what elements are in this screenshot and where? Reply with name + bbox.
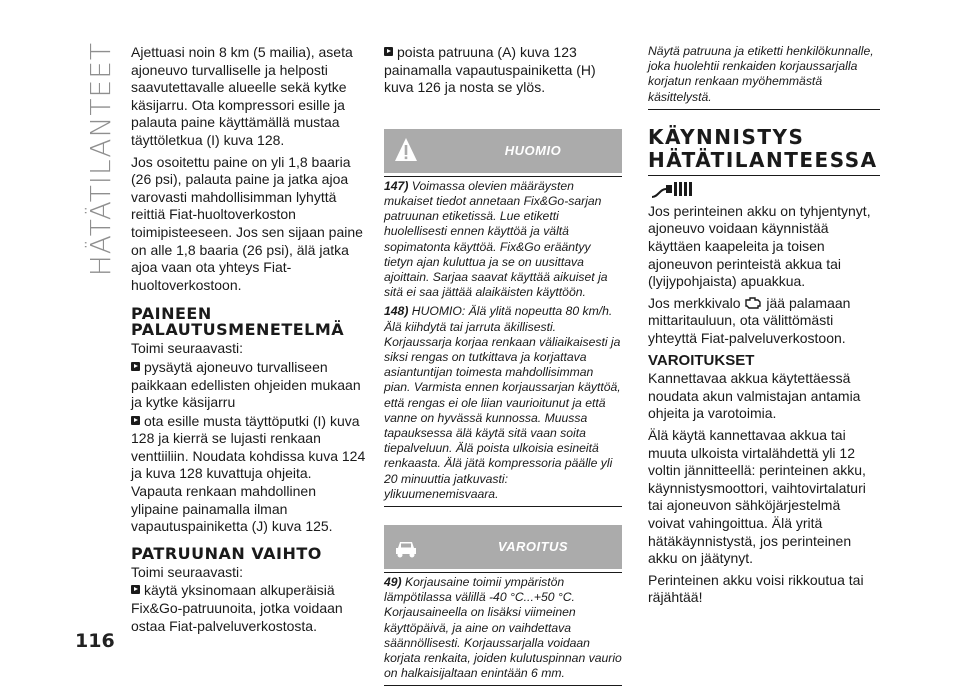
varoitus-box-header	[384, 525, 622, 569]
battery-cable-icon	[650, 179, 700, 201]
sub-heading-warnings: VAROITUKSET	[648, 351, 755, 369]
section-heading-cartridge: PATRUUNAN VAIHTO	[131, 543, 322, 563]
bullet-icon	[131, 362, 140, 371]
paragraph: Älä käytä kannettavaa akkua tai muuta ulkoista virtalähdettä yli 12 voltin jännitteellä: perinteinen akku, käynnistysmoottori, vaihtovirtalaturi tai ajoneuvon sähköjärjestelmä voivat vahingoittua. Älä yritä hätäkäynnistystä, jos perinteinen akku on jäätynyt.	[648, 426, 866, 567]
note-147: 147) Voimassa olevien määräysten mukaiset tiedot annetaan Fix&Go-sarjan patruunan etiketissä. Lue etiketti huolellisesti ennen käyttöä ja vältä sopimatonta käyttöä. Fix&Go erääntyy tietyn ajan kuluttua ja se on uusittava ajoittain. Sarjaa saavat käyttää aikuiset ja sitä ei saa jättää alaikäisten käyttöön.	[384, 178, 608, 300]
bullet-icon	[384, 47, 393, 56]
note-148: 148) HUOMIO: Älä ylitä nopeutta 80 km/h. Älä kiihdytä tai jarruta äkillisesti. Korjaussarja korjaa renkaan väliaikaisesti ja siksi rengas on tutkittava ja korjattava asiantuntijan toimesta mahdollisimman pian. Varmista ennen korjaussarjan käyttöä, että rengas ei ole liian vaurioitunut ja että vanne on hyvässä kunnossa. Muussa tapauksessa älä käytä sitä vaan soita tiepalveluun. Älä poista ulkoisia esineitä renkaasta. Älä jätä kompressoria päälle yli 20 minuuttia jatkuvasti: ylikuumenemisvaara.	[384, 304, 621, 501]
bullet-icon	[131, 416, 140, 425]
section-heading-pressure: PAINEEN PALAUTUSMENETELMÄ	[131, 304, 345, 340]
column-2	[384, 44, 622, 686]
paragraph: Perinteinen akku voisi rikkoutua tai räjähtää!	[648, 571, 864, 606]
paragraph: Kannettavaa akkua käytettäessä noudata akun valmistajan antamia ohjeita ja varotoimia.	[648, 370, 861, 422]
bullet-icon	[131, 585, 140, 594]
huomio-label: HUOMIO	[504, 142, 562, 158]
page-number: 116	[75, 630, 115, 652]
column-3	[648, 44, 880, 611]
section-heading-jump-start: KÄYNNISTYS HÄTÄTILANTEESSA	[648, 124, 878, 172]
varoitus-label: VAROITUS	[497, 539, 569, 555]
list-item: ota esille musta täyttöputki (I) kuva 128 ja kierrä se lujasti renkaan venttiiliin. Noudata kohdissa kuva 124 ja kuva 128 kuvattuja ohjeita. Vapauta renkaan mahdollinen ylipaine painamalla ilman vapautuspainiketta (J) kuva 125.	[131, 412, 366, 535]
paragraph: Ajettuasi noin 8 km (5 mailia), aseta ajoneuvo turvalliselle ja helposti saavutettavalle alueelle sekä kytke käsijarru. Ota kompressori esille ja palauta paine käyttämällä mustaa täyttöletkua (I) kuva 128.	[131, 44, 353, 148]
column-1	[131, 44, 366, 639]
note-49: 49) Korjausaine toimii ympäristön lämpötilassa välillä -40 °C...+50 °C. Korjausaineella on lisäksi viimeinen käyttöpäivä, ja aine on vaihdettava säännöllisesti. Korjaussarjalla voidaan korjata renkaita, joiden kulutuspinnan vaurio on halkaisijaltaan enintään 6 mm.	[384, 575, 622, 681]
engine-warning-light-icon	[744, 296, 762, 309]
note-continuation: Näytä patruuna ja etiketti henkilökunnalle, joka huolehtii renkaiden korjaussarjalla korjatun renkaan myöhemmästä käsittelystä.	[648, 44, 874, 104]
list-item: poista patruuna (A) kuva 123 painamalla vapautuspainiketta (H) kuva 126 ja nosta se ylös.	[384, 44, 596, 96]
paragraph: Toimi seuraavasti:	[131, 563, 244, 580]
paragraph: Jos merkkivalo jää palamaan mittaritauluun, ota välittömästi yhteyttä Fiat-palveluverkostoon.	[648, 294, 851, 346]
paragraph: Toimi seuraavasti:	[131, 340, 244, 357]
paragraph: Jos perinteinen akku on tyhjentynyt, ajoneuvo voidaan käynnistää käyttäen kaapeleita ja toisen ajoneuvon perinteistä akkua tai (lyijypohjaista) apuakkua.	[648, 202, 871, 290]
divider	[648, 175, 880, 176]
paragraph: Jos osoitettu paine on yli 1,8 baaria (26 psi), palauta paine ja jatka ajoa varovasti mahdollisimman lyhyttä reittiä Fiat-huoltoverkoston toimipisteeseen. Jos sen sijaan paine on alle 1,8 baaria (26 psi), älä jatka ajoa vaan ota yhteys Fiat-huoltoverkostoon.	[131, 153, 363, 293]
divider	[384, 176, 622, 177]
list-item: pysäytä ajoneuvo turvalliseen paikkaan edellisten ohjeiden mukaan ja kytke käsijarru	[131, 358, 361, 411]
divider	[384, 572, 622, 573]
list-item: käytä yksinomaan alkuperäisiä Fix&Go-patruunoita, jotka voidaan ostaa Fiat-palveluverkostosta.	[131, 582, 343, 634]
chapter-tab: HÄTÄTILANTEET	[84, 42, 117, 277]
huomio-box-header	[384, 129, 622, 173]
